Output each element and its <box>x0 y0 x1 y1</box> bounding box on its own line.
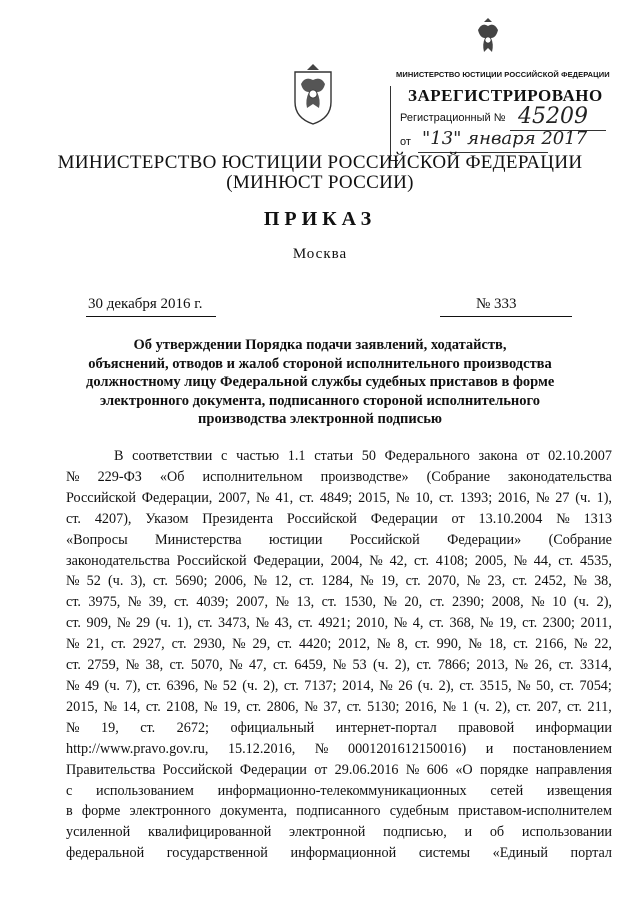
ministry-title: МИНИСТЕРСТВО ЮСТИЦИИ РОССИЙСКОЙ ФЕДЕРАЦИИ <box>57 152 583 173</box>
body-line: ст. 3975, № 39, ст. 4039; 2007, № 13, ст. 1530, № 20, ст. 2390; 2008, № 10 (ч. 2), <box>66 594 612 611</box>
body-line: 2015, № 14, ст. 2108, № 19, ст. 2806, № 37, ст. 5130; 2016, № 1 (ч. 2), ст. 207, ст. 211, <box>66 698 612 715</box>
order-subject <box>86 336 554 429</box>
stamp-emblem-icon <box>474 18 502 58</box>
stamp-registered-label: ЗАРЕГИСТРИРОВАНО <box>408 86 603 105</box>
ministry-short-name: (МИНЮСТ РОССИИ) <box>226 172 414 193</box>
order-title: ПРИКАЗ <box>263 208 377 230</box>
order-date-underline <box>86 316 216 317</box>
body-line: усиленной квалифицированной электронной подписью, и об использовании <box>66 824 612 841</box>
body-line: № 49 (ч. 7), ст. 6396, № 52 (ч. 2), ст. 7137; 2014, № 26 (ч. 2), ст. 3515, № 50, ст. 7054; <box>66 677 612 694</box>
subject-line: объяснений, отводов и жалоб стороной исполнительного производства <box>88 355 552 372</box>
body-line: в форме электронного документа, подписанного судебным приставом-исполнителем <box>66 803 612 820</box>
body-line: ст. 2759, № 38, ст. 5070, № 47, ст. 6459, № 53 (ч. 2), ст. 7866; 2013, № 26, ст. 3314, <box>66 657 612 674</box>
body-line: Российской Федерации, 2007, № 41, ст. 4849; 2015, № 10, ст. 1393; 2016, № 27 (ч. 1), <box>66 489 612 506</box>
body-line: № 229-ФЗ «Об исполнительном производстве» (Собрание законодательства <box>66 468 612 485</box>
subject-line: электронного документа, подписанного стороной исполнительного <box>99 392 540 409</box>
body-line: Правительства Российской Федерации от 29.06.2016 № 606 «О порядке направления <box>66 761 612 778</box>
stamp-date-label: от <box>400 136 411 148</box>
body-line: № 52 (ч. 3), ст. 5690; 2006, № 12, ст. 1284, № 19, ст. 2070, № 23, ст. 2452, № 38, <box>66 573 612 590</box>
order-number-underline <box>440 316 572 317</box>
city-name: Москва <box>292 246 348 262</box>
body-line: В соответствии с частью 1.1 статьи 50 Федерального закона от 02.10.2007 <box>114 448 612 464</box>
order-date: 30 декабря 2016 г. <box>88 296 203 312</box>
body-line: с использованием информационно-телекоммуникационных сетей извещения <box>66 782 612 799</box>
stamp-date-value: "13" января 2017 <box>422 128 588 149</box>
body-line: ст. 909, № 29 (ч. 1), ст. 3473, № 43, ст. 4921; 2010, № 4, ст. 368, № 19, ст. 2300; 2011, <box>66 615 612 632</box>
subject-line: производства электронной подписью <box>198 411 442 427</box>
body-line: № 21, ст. 2927, ст. 2930, № 29, ст. 4420; 2012, № 8, ст. 990, № 18, ст. 2166, № 22, <box>66 636 612 653</box>
order-number: № 333 <box>476 296 517 312</box>
stamp-regnum-label: Регистрационный № <box>400 112 506 124</box>
body-line: http://www.pravo.gov.ru, 15.12.2016, № 0001201612150016) и постановлением <box>66 740 612 757</box>
stamp-bracket <box>390 86 391 160</box>
body-line: законодательства Российской Федерации, 2004, № 42, ст. 4108; 2005, № 44, ст. 4535, <box>66 552 612 569</box>
body-line: № 19, ст. 2672; официальный интернет-портал правовой информации <box>66 719 612 736</box>
subject-line: должностному лицу Федеральной службы судебных приставов в форме <box>86 374 555 390</box>
order-body-text <box>66 446 612 864</box>
stamp-ministry: МИНИСТЕРСТВО ЮСТИЦИИ РОССИЙСКОЙ ФЕДЕРАЦИИ <box>396 70 610 79</box>
subject-line: Об утверждении Порядка подачи заявлений, ходатайств, <box>133 337 507 353</box>
body-line: ст. 4207), Указом Президента Российской Федерации от 13.10.2004 № 1313 <box>66 510 612 527</box>
registration-stamp <box>390 18 612 150</box>
stamp-regnum-value: 45209 <box>518 104 588 129</box>
body-line: «Вопросы Министерства юстиции Российской Федерации» (Собрание <box>66 531 612 548</box>
body-line: федеральной государственной информационной системы «Единый портал <box>66 845 612 862</box>
coat-of-arms-emblem <box>291 62 335 126</box>
